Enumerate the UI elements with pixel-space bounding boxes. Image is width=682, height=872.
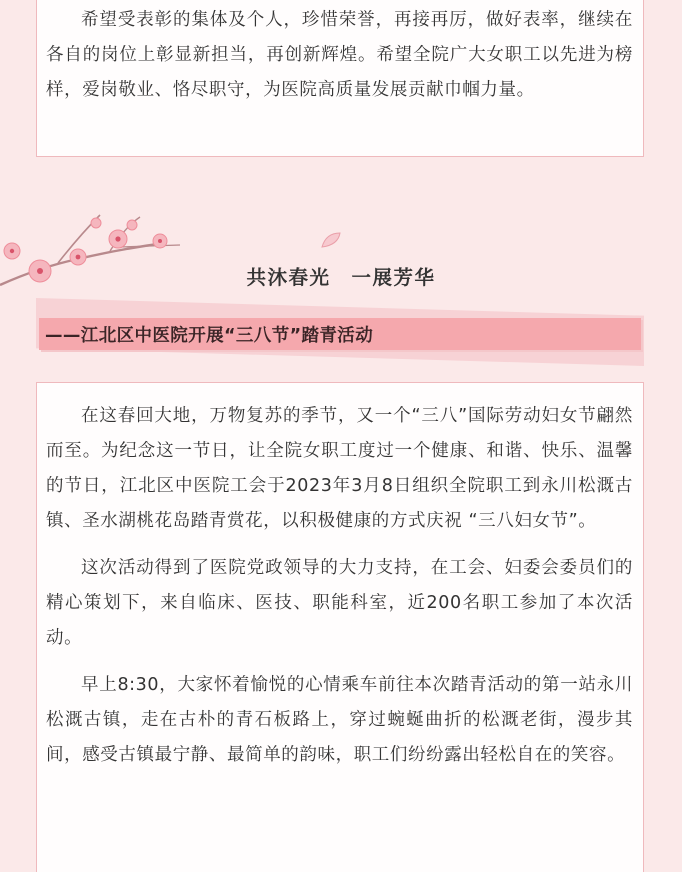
article-paragraph-2: 这次活动得到了医院党政领导的大力支持，在工会、妇委会委员们的精心策划下，来自临床、医技、职能科室，近200名职工参加了本次活动。 [46, 558, 633, 648]
top-paragraph: 希望受表彰的集体及个人，珍惜荣誉，再接再厉，做好表率，继续在各自的岗位上彰显新担当，再创新辉煌。希望全院广大女职工以先进为榜样，爱岗敬业、恪尽职守，为医院高质量发展贡献巾帼力量。 [46, 10, 633, 100]
article-paragraph-1: 在这春回大地，万物复苏的季节，又一个“三八”国际劳动妇女节翩然而至。为纪念这一节日，让全院女职工度过一个健康、和谐、快乐、温馨的节日，江北区中医院工会于2023年3月8日组织全院职工到永川松溉古镇、圣水湖桃花岛踏青赏花，以积极健康的方式庆祝 “三八妇女节”。 [46, 406, 633, 531]
banner-title: ——江北区中医院开展“三八节”踏青活动 [45, 325, 374, 346]
petal-icon [318, 229, 346, 253]
article-card [36, 382, 644, 872]
section-subtitle: 共沐春光 一展芳华 [246, 266, 436, 289]
article-paragraph-3: 早上8:30，大家怀着愉悦的心情乘车前往本次踏青活动的第一站永川松溉古镇，走在古朴的青石板路上，穿过蜿蜒曲折的松溉老街，漫步其间，感受古镇最宁静、最简单的韵味，职工们纷纷露出轻松自在的笑容。 [46, 675, 633, 765]
section-title-banner [39, 318, 641, 350]
top-text-card [36, 0, 644, 157]
